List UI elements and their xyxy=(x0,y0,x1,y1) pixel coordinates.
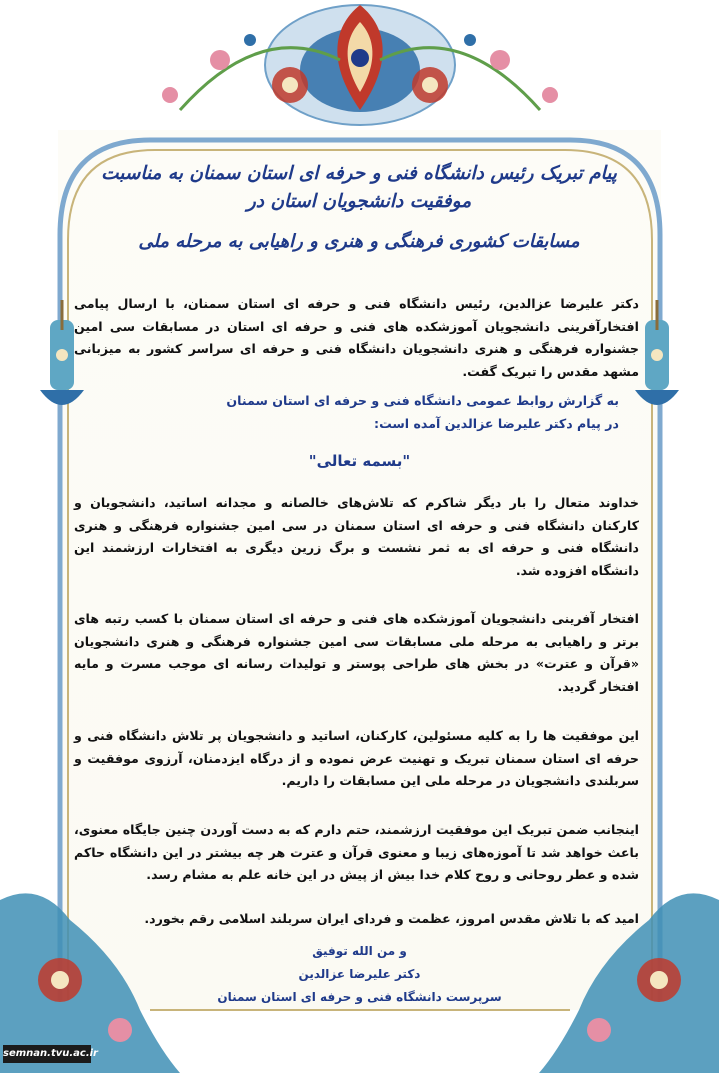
body-paragraph-4: اینجانب ضمن تبریک این موفقیت ارزشمند، حتم دارم که به دست آوردن چنین جایگاه معنوی، باعث خواهد شد تا آموزه‌های زیبا و معنوی قرآن و عترت هر چه بیشتر در این دانشگاه حاکم شده و عطر روحانی و روح کلام خدا بیش از پیش در این خانه علم به مشام رسد. xyxy=(74,822,639,882)
body-paragraph-1: خداوند متعال را بار دیگر شاکرم که تلاش‌های خالصانه و مجدانه اساتید، دانشجویان و کارکنان دانشگاه فنی و حرفه ای استان سمنان در سی امین جشنواره فرهنگی و هنری دانشگاه فنی و حرفه ای به ثمر نشست و برگ زرین دیگری به افتخارات ارزشمند این دانشگاه افزوده شد. xyxy=(74,495,639,578)
intro-paragraph: دکتر علیرضا عزالدین، رئیس دانشگاه فنی و حرفه ای استان سمنان، با ارسال پیامی افتخارآفرینی دانشجویان آموزشکده های فنی و حرفه ای استان در مسابقات سی امین جشنواره فرهنگی و هنری دانشجویان دانشگاه فنی و حرفه ای سراسر کشور به میزبانی مشهد مقدس را تبریک گفت. xyxy=(74,296,639,379)
body-paragraph-5: امید که با تلاش مقدس امروز، عظمت و فردای ایران سربلند اسلامی رقم بخورد. xyxy=(144,911,639,926)
report-line-2: در پیام دکتر علیرضا عزالدین آمده است: xyxy=(374,416,619,431)
report-line-1: به گزارش روابط عمومی دانشگاه فنی و حرفه ای استان سمنان xyxy=(226,393,619,408)
page-title: پیام تبریک رئیس دانشگاه فنی و حرفه ای استان سمنان به مناسبت موفقیت دانشجویان استان در xyxy=(101,163,617,212)
signature-line-1: و من الله توفیق xyxy=(312,944,407,958)
bismillah-heading: "بسمه تعالی" xyxy=(308,452,411,470)
body-paragraph-3: این موفقیت ها را به کلیه مسئولین، کارکنان، اساتید و دانشجویان پر تلاش دانشگاه فنی و حرفه ای استان سمنان تبریک و تهنیت عرض نموده و از درگاه ایزدمنان، آرزوی موفقیت و سربلندی دانشجویان در مرحله ملی این مسابقات را داریم. xyxy=(74,728,639,788)
top-medallion-ornament xyxy=(162,5,558,125)
signature-title: سرپرست دانشگاه فنی و حرفه ای استان سمنان xyxy=(217,990,502,1004)
site-watermark: semnan.tvu.ac.ir xyxy=(3,1045,91,1063)
page-subtitle: مسابقات کشوری فرهنگی و هنری و راهیابی به مرحله ملی xyxy=(138,231,580,252)
signature-name: دکتر علیرضا عزالدین xyxy=(298,967,421,981)
body-paragraph-2: افتخار آفرینی دانشجویان آموزشکده های فنی و حرفه ای استان سمنان با کسب رتبه های برتر و راهیابی به مرحله ملی مسابقات سی امین جشنواره فرهنگی و هنری دانشجویان «قرآن و عترت» در بخش های طراحی پوستر و تولیدات رسانه ای موجب مسرت و مایه افتخار گردید. xyxy=(74,611,639,694)
